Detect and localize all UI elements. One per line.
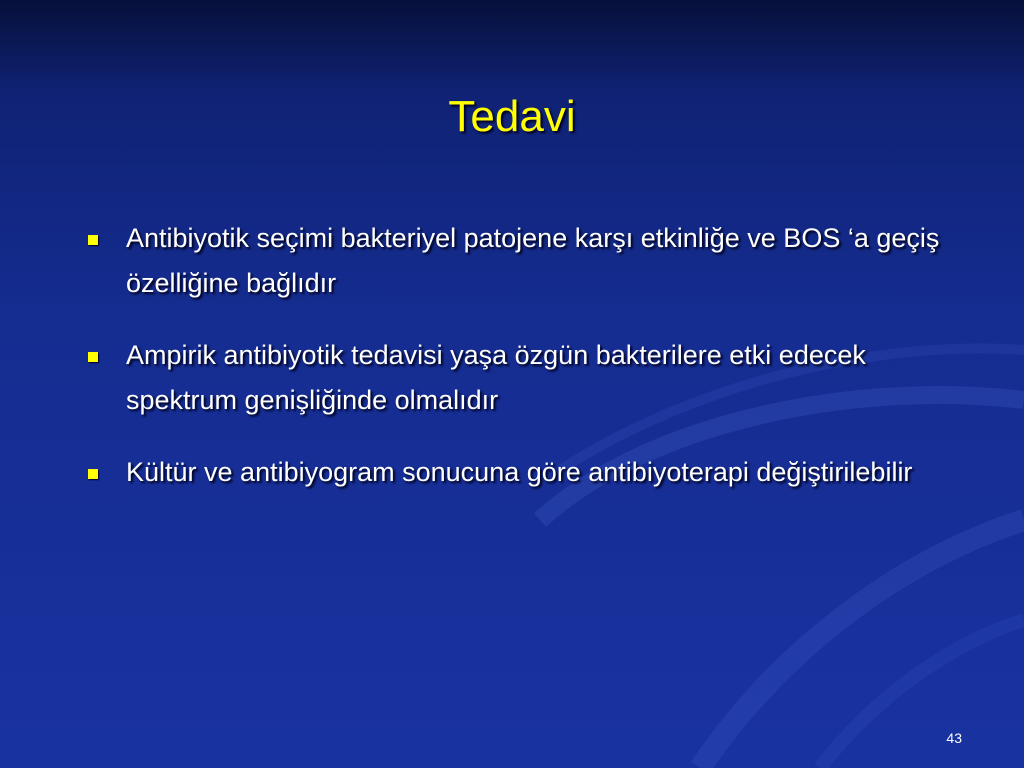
bullet-item: [88, 216, 968, 306]
square-bullet-icon: [88, 469, 98, 479]
square-bullet-icon: [88, 235, 98, 245]
bullet-text: Antibiyotik seçimi bakteriyel patojene karşı etkinliğe ve BOS ‘a geçiş özelliğine bağlıdır: [126, 223, 940, 298]
page-number: 43: [946, 730, 962, 746]
bullet-text: Kültür ve antibiyogram sonucuna göre antibiyoterapi değiştirilebilir: [126, 457, 913, 487]
bullet-item: [88, 333, 968, 423]
square-bullet-icon: [88, 352, 98, 362]
bullet-item: [88, 450, 968, 495]
bullet-text: Ampirik antibiyotik tedavisi yaşa özgün bakterilere etki edecek spektrum genişliğinde olmalıdır: [126, 340, 866, 415]
bullet-list: [88, 216, 968, 522]
slide-title: Tedavi: [448, 92, 576, 141]
